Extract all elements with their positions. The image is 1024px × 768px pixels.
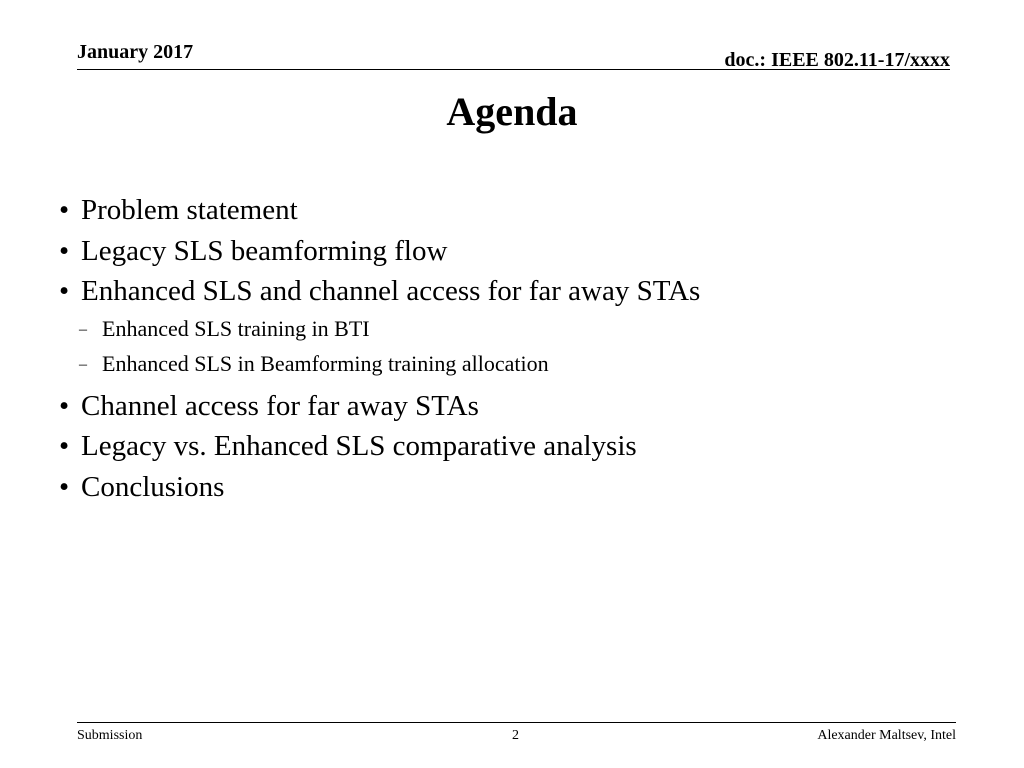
dash-icon: – bbox=[79, 320, 87, 338]
slide-title: Agenda bbox=[446, 89, 578, 134]
bullet-icon: • bbox=[59, 430, 70, 462]
bullet-icon: • bbox=[59, 194, 70, 226]
agenda-item-text: Legacy vs. Enhanced SLS comparative analysis bbox=[81, 430, 637, 462]
agenda-item-text: Enhanced SLS in Beamforming training allocation bbox=[102, 350, 549, 376]
agenda-item-text: Enhanced SLS training in BTI bbox=[102, 315, 370, 341]
agenda-subitem bbox=[59, 312, 979, 347]
header-divider bbox=[77, 69, 950, 70]
agenda-item bbox=[59, 467, 979, 508]
agenda-item bbox=[59, 271, 979, 312]
agenda-list bbox=[59, 190, 979, 507]
agenda-item bbox=[59, 426, 979, 467]
agenda-item-text: Channel access for far away STAs bbox=[81, 389, 479, 422]
agenda-item bbox=[59, 386, 979, 427]
bullet-icon: • bbox=[59, 234, 70, 267]
footer-page-number: 2 bbox=[512, 728, 519, 743]
agenda-item-text: Legacy SLS beamforming flow bbox=[81, 234, 448, 267]
agenda-item bbox=[59, 190, 979, 231]
footer-divider bbox=[77, 722, 956, 723]
agenda-item bbox=[59, 231, 979, 272]
agenda-subitem bbox=[59, 347, 979, 382]
agenda-item-text: Problem statement bbox=[81, 194, 298, 226]
bullet-icon: • bbox=[59, 275, 70, 307]
footer-submission: Submission bbox=[77, 728, 143, 743]
bullet-icon: • bbox=[59, 389, 70, 422]
agenda-item-text: Conclusions bbox=[81, 470, 225, 503]
dash-icon: – bbox=[79, 355, 87, 373]
footer-author: Alexander Maltsev, Intel bbox=[817, 728, 956, 743]
agenda-item-text: Enhanced SLS and channel access for far away STAs bbox=[81, 275, 701, 307]
header-date: January 2017 bbox=[77, 41, 194, 63]
bullet-icon: • bbox=[59, 470, 70, 503]
document-id: doc.: IEEE 802.11-17/xxxx bbox=[724, 49, 950, 71]
